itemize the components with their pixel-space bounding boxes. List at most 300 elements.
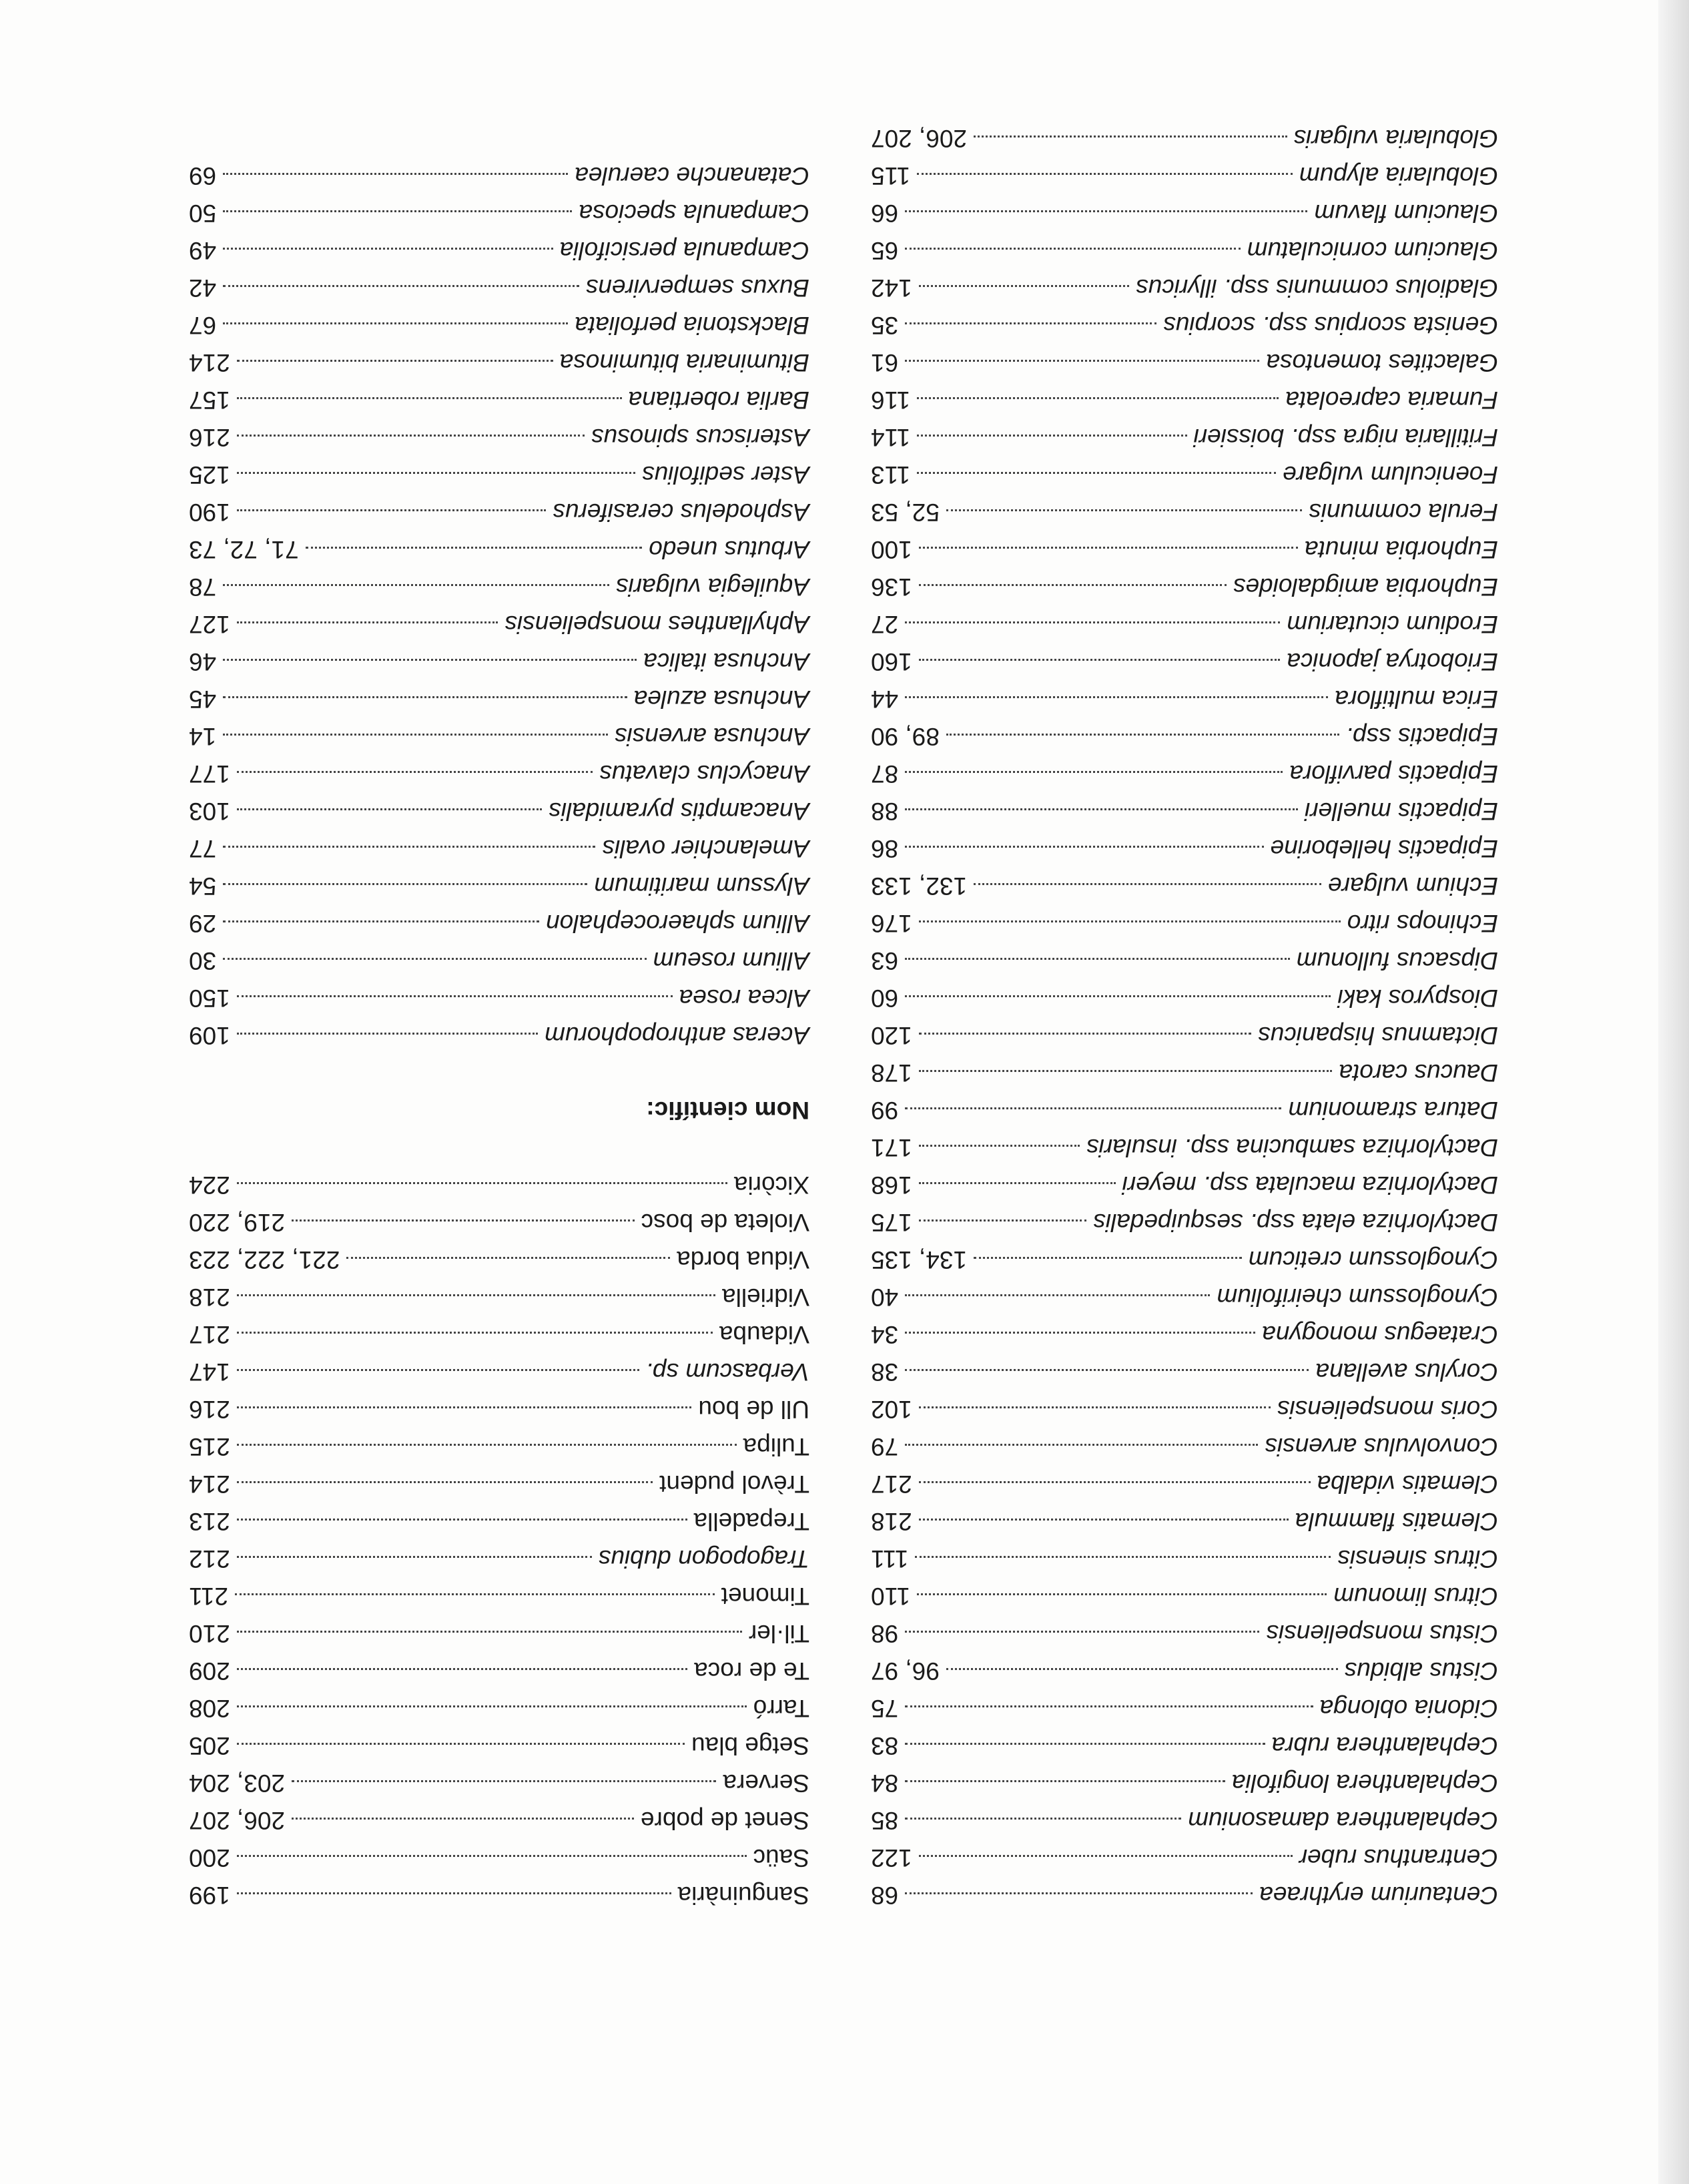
entry-name: Corylus avellana — [1315, 1358, 1498, 1386]
index-entry — [189, 1465, 809, 1503]
index-entry — [189, 344, 809, 381]
index-entry — [189, 1876, 809, 1914]
index-entry — [871, 867, 1498, 904]
index-entry — [871, 1839, 1498, 1876]
entry-page-numbers: 177 — [189, 760, 230, 788]
entry-page-numbers: 213 — [189, 1508, 230, 1535]
leader-dots — [223, 659, 637, 661]
entry-name: Centranthus ruber — [1299, 1844, 1498, 1872]
entry-page-numbers: 60 — [871, 985, 899, 1012]
entry-name: Euphorbia amigdaloides — [1233, 573, 1498, 601]
index-entry — [189, 568, 809, 605]
leader-dots — [919, 1145, 1080, 1147]
entry-name: Te de roca — [694, 1657, 809, 1685]
entry-name: Tragopogon dubius — [598, 1545, 809, 1573]
leader-dots — [946, 509, 1302, 511]
leader-dots — [237, 1631, 742, 1633]
leader-dots — [917, 435, 1187, 437]
entry-page-numbers: 218 — [871, 1508, 912, 1535]
index-entry — [189, 1764, 809, 1802]
entry-page-numbers: 215 — [189, 1433, 230, 1460]
entry-page-numbers: 54 — [189, 872, 217, 900]
index-entry — [189, 1390, 809, 1428]
leader-dots — [237, 472, 635, 474]
entry-name: Tulipa — [743, 1433, 809, 1460]
entry-page-numbers: 214 — [189, 349, 230, 376]
entry-name: Trèvol pudent — [659, 1470, 809, 1498]
entry-page-numbers: 14 — [189, 723, 217, 750]
entry-page-numbers: 79 — [871, 1433, 899, 1460]
entry-page-numbers: 102 — [871, 1396, 912, 1423]
entry-page-numbers: 99 — [871, 1097, 899, 1124]
leader-dots — [223, 883, 587, 885]
scientific-name-heading: Nom científic: — [646, 1097, 809, 1124]
entry-page-numbers: 142 — [871, 274, 912, 302]
leader-dots — [905, 771, 1283, 773]
entry-page-numbers: 83 — [871, 1732, 899, 1759]
entry-name: Epipactis ssp. — [1345, 723, 1498, 750]
entry-page-numbers: 65 — [871, 237, 899, 264]
index-entry — [189, 605, 809, 643]
leader-dots — [919, 1855, 1293, 1857]
leader-dots — [292, 1780, 716, 1782]
entry-page-numbers: 110 — [871, 1583, 910, 1610]
entry-name: Violeta de bosc — [641, 1209, 809, 1236]
entry-name: Cynoglossum cheirifolium — [1217, 1284, 1498, 1311]
leader-dots — [292, 1818, 634, 1820]
entry-page-numbers: 52, 53 — [871, 499, 940, 526]
leader-dots — [917, 397, 1279, 399]
entry-page-numbers: 147 — [189, 1358, 230, 1386]
leader-dots — [946, 734, 1339, 736]
leader-dots — [905, 958, 1290, 960]
entry-name: Genista scorpius ssp. scorpius — [1163, 312, 1498, 339]
leader-dots — [919, 659, 1281, 661]
index-entry — [189, 306, 809, 344]
leader-dots — [919, 584, 1227, 586]
leader-dots — [223, 248, 553, 250]
entry-name: Aphyllanthes monspeliensis — [504, 611, 809, 638]
leader-dots — [223, 696, 627, 698]
common-names-list — [189, 1166, 809, 1914]
leader-dots — [237, 397, 622, 399]
entry-name: Eriobotrya japonica — [1287, 648, 1498, 675]
index-entry — [189, 456, 809, 493]
index-entry — [189, 1503, 809, 1540]
index-entry — [871, 1428, 1498, 1465]
entry-name: Ferula communis — [1309, 499, 1498, 526]
index-entry — [871, 830, 1498, 867]
entry-name: Epipactis parviflora — [1289, 760, 1498, 788]
entry-page-numbers: 209 — [189, 1657, 230, 1685]
entry-page-numbers: 214 — [189, 1470, 230, 1498]
entry-name: Dactylorhiza sambucina ssp. insularis — [1086, 1134, 1498, 1161]
index-entry — [189, 643, 809, 680]
leader-dots — [237, 1855, 747, 1857]
entry-page-numbers: 206, 207 — [189, 1807, 286, 1834]
leader-dots — [905, 1332, 1255, 1334]
entry-name: Echium vulgare — [1327, 872, 1498, 900]
index-entry — [189, 1166, 809, 1203]
index-entry — [189, 419, 809, 456]
entry-name: Echinops ritro — [1347, 910, 1498, 937]
entry-name: Anchusa italica — [643, 648, 809, 675]
index-entry — [871, 792, 1498, 830]
entry-name: Allium roseum — [653, 947, 809, 975]
entry-name: Euphorbia minuta — [1304, 536, 1498, 563]
leader-dots — [223, 846, 595, 848]
index-entry — [871, 1465, 1498, 1503]
entry-name: Servera — [723, 1769, 809, 1797]
entry-page-numbers: 218 — [189, 1284, 230, 1311]
entry-name: Centaurium erythraea — [1259, 1882, 1498, 1909]
index-entry — [189, 493, 809, 531]
entry-page-numbers: 210 — [189, 1620, 230, 1647]
leader-dots — [223, 958, 646, 960]
index-entry — [871, 1017, 1498, 1054]
entry-name: Senet de pobre — [640, 1807, 809, 1834]
entry-name: Cynoglossum creticum — [1248, 1246, 1498, 1274]
entry-name: Xicòria — [733, 1171, 809, 1199]
index-entry — [189, 942, 809, 979]
entry-name: Asteriscus spinosus — [591, 424, 809, 451]
entry-name: Til·ler — [748, 1620, 809, 1647]
leader-dots — [237, 1406, 692, 1408]
entry-page-numbers: 205 — [189, 1732, 230, 1759]
entry-name: Arbutus unedo — [649, 536, 809, 563]
entry-page-numbers: 212 — [189, 1545, 230, 1573]
entry-page-numbers: 120 — [871, 1022, 912, 1049]
entry-name: Trepadella — [693, 1508, 809, 1535]
entry-name: Setge blau — [691, 1732, 809, 1759]
leader-dots — [237, 808, 543, 810]
index-entry — [189, 867, 809, 904]
entry-page-numbers: 88 — [871, 798, 899, 825]
entry-name: Aster sedifolius — [642, 461, 809, 489]
entry-name: Aquilegia vulgaris — [615, 573, 809, 601]
entry-name: Campanula persicifolia — [559, 237, 809, 264]
index-entry — [189, 1278, 809, 1316]
entry-page-numbers: 216 — [189, 1396, 230, 1423]
leader-dots — [974, 135, 1287, 138]
entry-page-numbers: 190 — [189, 499, 230, 526]
section-spacer — [189, 1054, 809, 1091]
index-entry — [189, 1540, 809, 1577]
entry-name: Buxus sempervirens — [585, 274, 809, 302]
entry-name: Cephalanthera longifolia — [1231, 1769, 1498, 1797]
leader-dots — [237, 1369, 639, 1371]
index-entry — [871, 269, 1498, 306]
entry-page-numbers: 38 — [871, 1358, 899, 1386]
entry-page-numbers: 78 — [189, 573, 217, 601]
index-entry — [871, 1876, 1498, 1914]
index-entry — [871, 1764, 1498, 1802]
entry-name: Vidauba — [719, 1321, 809, 1348]
entry-name: Saüc — [753, 1844, 809, 1872]
leader-dots — [919, 1219, 1087, 1221]
leader-dots — [919, 1481, 1311, 1483]
leader-dots — [237, 995, 673, 997]
leader-dots — [917, 173, 1293, 175]
index-entry — [871, 1652, 1498, 1689]
entry-page-numbers: 168 — [871, 1171, 912, 1199]
entry-name: Citrus sinensis — [1337, 1545, 1498, 1573]
leader-dots — [905, 1818, 1181, 1820]
entry-name: Aceras anthropophorum — [545, 1022, 809, 1049]
entry-page-numbers: 217 — [871, 1470, 912, 1498]
entry-page-numbers: 171 — [871, 1134, 912, 1161]
index-entry — [189, 1802, 809, 1839]
entry-name: Clematis flammula — [1295, 1508, 1498, 1535]
section-spacer — [189, 1129, 809, 1166]
entry-page-numbers: 46 — [189, 648, 217, 675]
entry-page-numbers: 160 — [871, 648, 912, 675]
index-entry — [871, 1241, 1498, 1278]
index-entry — [871, 1390, 1498, 1428]
leader-dots — [237, 435, 585, 437]
index-entry — [871, 1503, 1498, 1540]
entry-name: Anacamptis pyramidalis — [549, 798, 809, 825]
leader-dots — [346, 1257, 670, 1259]
leader-dots — [917, 472, 1276, 474]
leader-dots — [237, 1556, 592, 1558]
index-entry — [871, 1615, 1498, 1652]
entry-page-numbers: 100 — [871, 536, 912, 563]
entry-page-numbers: 176 — [871, 910, 912, 937]
entry-page-numbers: 61 — [871, 349, 899, 376]
index-entry — [871, 643, 1498, 680]
entry-page-numbers: 200 — [189, 1844, 230, 1872]
leader-dots — [919, 547, 1298, 549]
index-entry — [871, 232, 1498, 269]
leader-dots — [237, 1668, 687, 1670]
entry-page-numbers: 69 — [189, 162, 217, 190]
index-entry — [871, 1278, 1498, 1316]
leader-dots — [237, 509, 547, 511]
index-column-left — [871, 119, 1498, 1914]
index-entry — [871, 381, 1498, 419]
leader-dots — [905, 1780, 1225, 1782]
index-entry — [189, 381, 809, 419]
leader-dots — [235, 1593, 715, 1595]
entry-page-numbers: 219, 220 — [189, 1209, 286, 1236]
entry-name: Cidonia oblonga — [1319, 1695, 1498, 1722]
leader-dots — [919, 1033, 1251, 1035]
leader-dots — [905, 360, 1259, 362]
entry-page-numbers: 199 — [189, 1882, 230, 1909]
entry-page-numbers: 44 — [871, 686, 899, 713]
index-entry — [871, 419, 1498, 456]
leader-dots — [223, 173, 568, 175]
entry-page-numbers: 49 — [189, 237, 217, 264]
entry-page-numbers: 134, 135 — [871, 1246, 968, 1274]
leader-dots — [292, 1219, 635, 1221]
leader-dots — [223, 210, 572, 212]
entry-page-numbers: 77 — [189, 835, 217, 862]
leader-dots — [237, 1481, 653, 1483]
entry-name: Fritillaria nigra ssp. boissieri — [1193, 424, 1498, 451]
entry-name: Fumaria capreolata — [1285, 386, 1498, 414]
index-entry — [871, 1129, 1498, 1166]
entry-page-numbers: 103 — [189, 798, 230, 825]
entry-page-numbers: 150 — [189, 985, 230, 1012]
leader-dots — [905, 995, 1331, 997]
entry-page-numbers: 208 — [189, 1695, 230, 1722]
entry-page-numbers: 86 — [871, 835, 899, 862]
entry-name: Amelanchier ovalis — [602, 835, 809, 862]
index-entry — [871, 680, 1498, 718]
entry-page-numbers: 116 — [871, 386, 910, 414]
index-entry — [189, 269, 809, 306]
entry-page-numbers: 211 — [189, 1583, 228, 1610]
entry-page-numbers: 136 — [871, 573, 912, 601]
entry-page-numbers: 63 — [871, 947, 899, 975]
entry-name: Cephalanthera rubra — [1271, 1732, 1498, 1759]
index-entry — [189, 194, 809, 232]
leader-dots — [237, 1444, 737, 1446]
index-entry — [871, 194, 1498, 232]
entry-name: Gladiolus communis ssp. illyricus — [1136, 274, 1498, 302]
leader-dots — [905, 322, 1156, 324]
leader-dots — [915, 1556, 1331, 1558]
index-entry — [871, 1353, 1498, 1390]
index-entry — [189, 1839, 809, 1876]
index-entry — [871, 1577, 1498, 1615]
index-entry — [189, 531, 809, 568]
entry-page-numbers: 85 — [871, 1807, 899, 1834]
entry-page-numbers: 111 — [871, 1545, 909, 1573]
index-entry — [189, 1615, 809, 1652]
leader-dots — [905, 846, 1263, 848]
scientific-names-list-right — [189, 157, 809, 1054]
entry-page-numbers: 27 — [871, 611, 899, 638]
index-entry — [189, 1316, 809, 1353]
entry-name: Dactylorhiza maculata ssp. meyeri — [1122, 1171, 1498, 1199]
entry-page-numbers: 221, 222, 223 — [189, 1246, 340, 1274]
entry-page-numbers: 96, 97 — [871, 1657, 940, 1685]
entry-name: Alyssum maritimum — [594, 872, 809, 900]
index-entry — [871, 942, 1498, 979]
entry-page-numbers: 224 — [189, 1171, 230, 1199]
index-entry — [871, 1316, 1498, 1353]
leader-dots — [905, 1631, 1259, 1633]
index-entry — [189, 1203, 809, 1241]
entry-name: Barlia robertiana — [628, 386, 809, 414]
entry-name: Convolvulus arvensis — [1265, 1433, 1498, 1460]
index-entry — [189, 904, 809, 942]
index-entry — [189, 718, 809, 755]
entry-page-numbers: 45 — [189, 686, 217, 713]
leader-dots — [237, 360, 553, 362]
entry-page-numbers: 217 — [189, 1321, 230, 1348]
leader-dots — [237, 1294, 715, 1296]
page-binding-edge — [1658, 0, 1689, 2184]
entry-page-numbers: 71, 72, 73 — [189, 536, 299, 563]
leader-dots — [237, 771, 593, 773]
entry-page-numbers: 34 — [871, 1321, 899, 1348]
index-entry — [189, 1428, 809, 1465]
entry-page-numbers: 89, 90 — [871, 723, 940, 750]
index-entry — [871, 979, 1498, 1017]
index-entry — [189, 792, 809, 830]
index-entry — [871, 493, 1498, 531]
entry-name: Foeniculum vulgare — [1283, 461, 1498, 489]
entry-page-numbers: 66 — [871, 200, 899, 227]
index-entry — [189, 1577, 809, 1615]
entry-name: Alcea rosea — [679, 985, 809, 1012]
entry-name: Tarró — [753, 1695, 809, 1722]
index-entry — [189, 1353, 809, 1390]
entry-name: Asphodelus cerasiferus — [553, 499, 809, 526]
index-entry — [189, 1017, 809, 1054]
index-entry — [871, 568, 1498, 605]
entry-name: Vidua borda — [677, 1246, 809, 1274]
entry-name: Clematis vidalba — [1317, 1470, 1498, 1498]
entry-name: Datura stramonium — [1288, 1097, 1498, 1124]
entry-page-numbers: 42 — [189, 274, 217, 302]
entry-name: Erodium cicutarium — [1287, 611, 1498, 638]
leader-dots — [905, 1107, 1281, 1109]
entry-name: Glaucium flavum — [1314, 200, 1498, 227]
index-entry — [871, 344, 1498, 381]
index-entry — [189, 979, 809, 1017]
entry-name: Dactylorhiza elata ssp. sesquipedalis — [1093, 1209, 1498, 1236]
leader-dots — [306, 547, 643, 549]
entry-page-numbers: 125 — [189, 461, 230, 489]
leader-dots — [919, 920, 1341, 922]
leader-dots — [237, 1182, 727, 1184]
entry-page-numbers: 178 — [871, 1059, 912, 1087]
index-entry — [871, 456, 1498, 493]
entry-name: Ull de bou — [698, 1396, 809, 1423]
leader-dots — [223, 734, 608, 736]
leader-dots — [905, 248, 1241, 250]
entry-page-numbers: 98 — [871, 1620, 899, 1647]
leader-dots — [905, 621, 1280, 623]
entry-name: Dictamnus hispanicus — [1258, 1022, 1498, 1049]
entry-name: Campanula speciosa — [579, 200, 809, 227]
leader-dots — [917, 1593, 1327, 1595]
leader-dots — [223, 285, 579, 287]
entry-name: Diospyros kaki — [1337, 985, 1498, 1012]
leader-dots — [919, 1070, 1333, 1072]
entry-name: Cephalanthera damasonium — [1188, 1807, 1498, 1834]
leader-dots — [919, 1406, 1271, 1408]
leader-dots — [905, 210, 1307, 212]
entry-name: Daucus carota — [1339, 1059, 1498, 1087]
leader-dots — [237, 1519, 687, 1521]
index-entry — [189, 830, 809, 867]
leader-dots — [919, 285, 1129, 287]
entry-page-numbers: 29 — [189, 910, 217, 937]
index-entry — [871, 605, 1498, 643]
leader-dots — [905, 808, 1298, 810]
index-entry — [871, 1727, 1498, 1764]
index-entry — [189, 232, 809, 269]
entry-page-numbers: 113 — [871, 461, 910, 489]
leader-dots — [905, 1444, 1258, 1446]
leader-dots — [905, 1743, 1265, 1745]
entry-name: Anchusa azulea — [633, 686, 809, 713]
entry-name: Epipactis helleborine — [1270, 835, 1498, 862]
entry-page-numbers: 132, 133 — [871, 872, 968, 900]
entry-name: Blackstonia perfoliata — [575, 312, 809, 339]
entry-name: Dipsacus fullonum — [1296, 947, 1498, 975]
leader-dots — [905, 1705, 1313, 1707]
index-entry — [871, 531, 1498, 568]
leader-dots — [223, 322, 568, 324]
index-entry — [189, 157, 809, 194]
